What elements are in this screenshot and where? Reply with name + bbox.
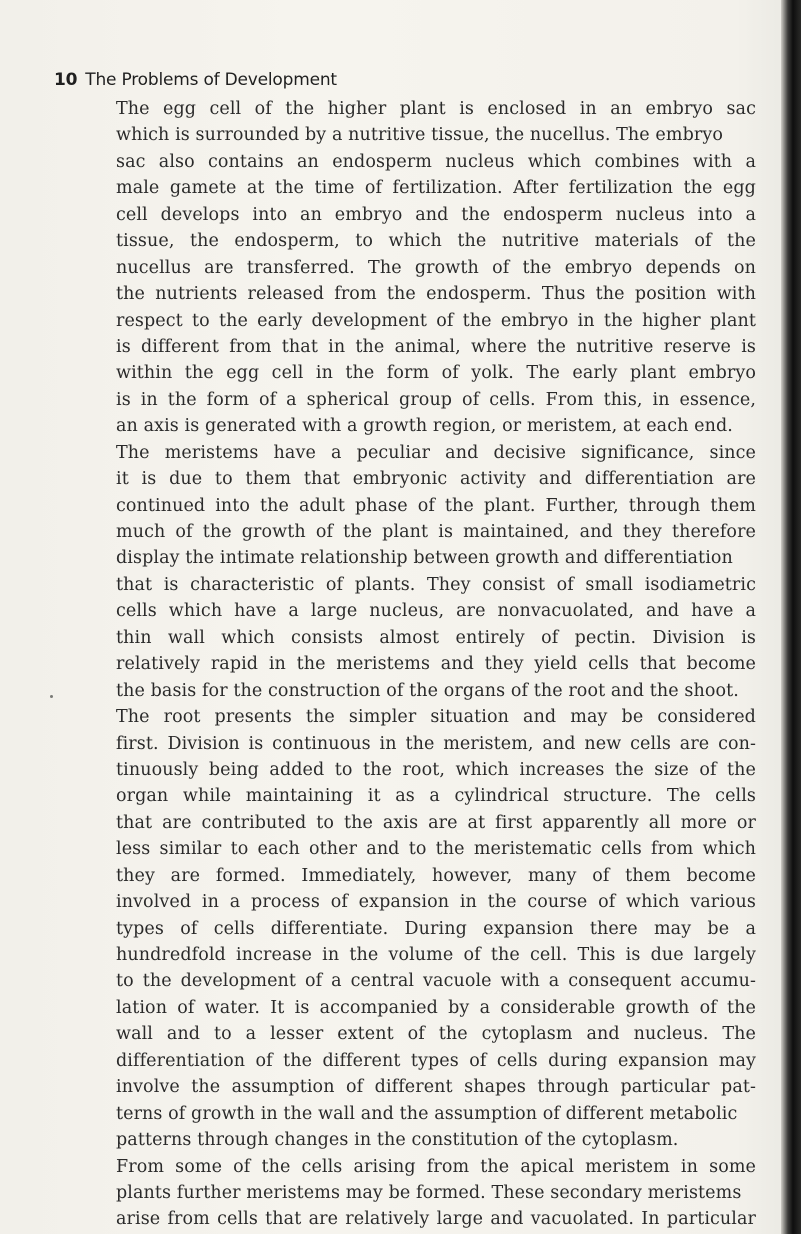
text-line: tinuously being added to the root, which increases the size of the	[116, 759, 756, 780]
text-line: an axis is generated with a growth region, or meristem, at each end.	[116, 416, 733, 437]
text-line: to the development of a central vacuole with a consequent accumu-	[116, 971, 756, 992]
text-line: terns of growth in the wall and the assumption of different metabolic	[116, 1103, 738, 1124]
text-line: respect to the early development of the embryo in the higher plant	[116, 310, 756, 331]
text-line: cell develops into an embryo and the endosperm nucleus into a	[116, 204, 756, 225]
text-line: which is surrounded by a nutritive tissue, the nucellus. The embryo	[116, 125, 723, 146]
chapter-title: The Problems of Development	[85, 70, 337, 90]
text-line: plants further meristems may be formed. These secondary meristems	[116, 1182, 742, 1203]
text-line: tissue, the endosperm, to which the nutritive materials of the	[116, 231, 756, 252]
text-line: The root presents the simpler situation and may be considered	[116, 707, 756, 728]
page-number: 10	[54, 70, 78, 90]
text-line: display the intimate relationship between growth and differentiation	[116, 548, 733, 569]
text-line: involve the assumption of different shapes through particular pat-	[116, 1077, 756, 1098]
running-header	[54, 70, 337, 90]
text-line: differentiation of the different types of cells during expansion may	[116, 1050, 756, 1071]
text-line: thin wall which consists almost entirely of pectin. Division is	[116, 627, 756, 648]
text-line: wall and to a lesser extent of the cytoplasm and nucleus. The	[116, 1024, 756, 1045]
text-line: From some of the cells arising from the apical meristem in some	[116, 1156, 756, 1177]
text-line: that is characteristic of plants. They consist of small isodiametric	[116, 574, 756, 595]
text-line: patterns through changes in the constitution of the cytoplasm.	[116, 1130, 679, 1151]
text-line: cells which have a large nucleus, are nonvacuolated, and have a	[116, 601, 756, 622]
text-line: that are contributed to the axis are at first apparently all more or	[116, 812, 756, 833]
text-line: organ while maintaining it as a cylindrical structure. The cells	[116, 786, 756, 807]
text-line: The meristems have a peculiar and decisive significance, since	[116, 442, 756, 463]
text-line: the basis for the construction of the organs of the root and the shoot.	[116, 680, 739, 701]
text-line: it is due to them that embryonic activity and differentiation are	[116, 469, 756, 490]
text-line: within the egg cell in the form of yolk. The early plant embryo	[116, 363, 756, 384]
text-line: hundredfold increase in the volume of the cell. This is due largely	[116, 945, 756, 965]
text-line: types of cells differentiate. During expansion there may be a	[116, 918, 756, 939]
text-line: they are formed. Immediately, however, many of them become	[116, 865, 756, 886]
text-line: sac also contains an endosperm nucleus which combines with a	[116, 151, 756, 172]
text-line: nucellus are transferred. The growth of the embryo depends on	[116, 257, 756, 278]
text-line: involved in a process of expansion in the course of which various	[116, 892, 756, 913]
text-line: arise from cells that are relatively large and vacuolated. In particular	[116, 1209, 756, 1230]
text-line: first. Division is continuous in the meristem, and new cells are con-	[116, 733, 756, 754]
text-line: is in the form of a spherical group of cells. From this, in essence,	[116, 389, 756, 410]
text-line: continued into the adult phase of the plant. Further, through them	[116, 495, 756, 516]
text-line: male gamete at the time of fertilization. After fertilization the egg	[116, 178, 756, 199]
text-line: lation of water. It is accompanied by a considerable growth of the	[116, 997, 756, 1018]
text-line: much of the growth of the plant is maintained, and they therefore	[116, 522, 756, 542]
text-line: is different from that in the animal, where the nutritive reserve is	[116, 336, 756, 357]
text-line: The egg cell of the higher plant is enclosed in an embryo sac	[116, 99, 756, 119]
text-line: the nutrients released from the endosperm. Thus the position with	[116, 284, 756, 305]
text-line: relatively rapid in the meristems and they yield cells that become	[116, 654, 756, 675]
page-binding-edge	[781, 0, 801, 1234]
body-text	[116, 96, 756, 1233]
text-line: less similar to each other and to the meristematic cells from which	[116, 839, 756, 860]
margin-speck	[50, 695, 53, 698]
